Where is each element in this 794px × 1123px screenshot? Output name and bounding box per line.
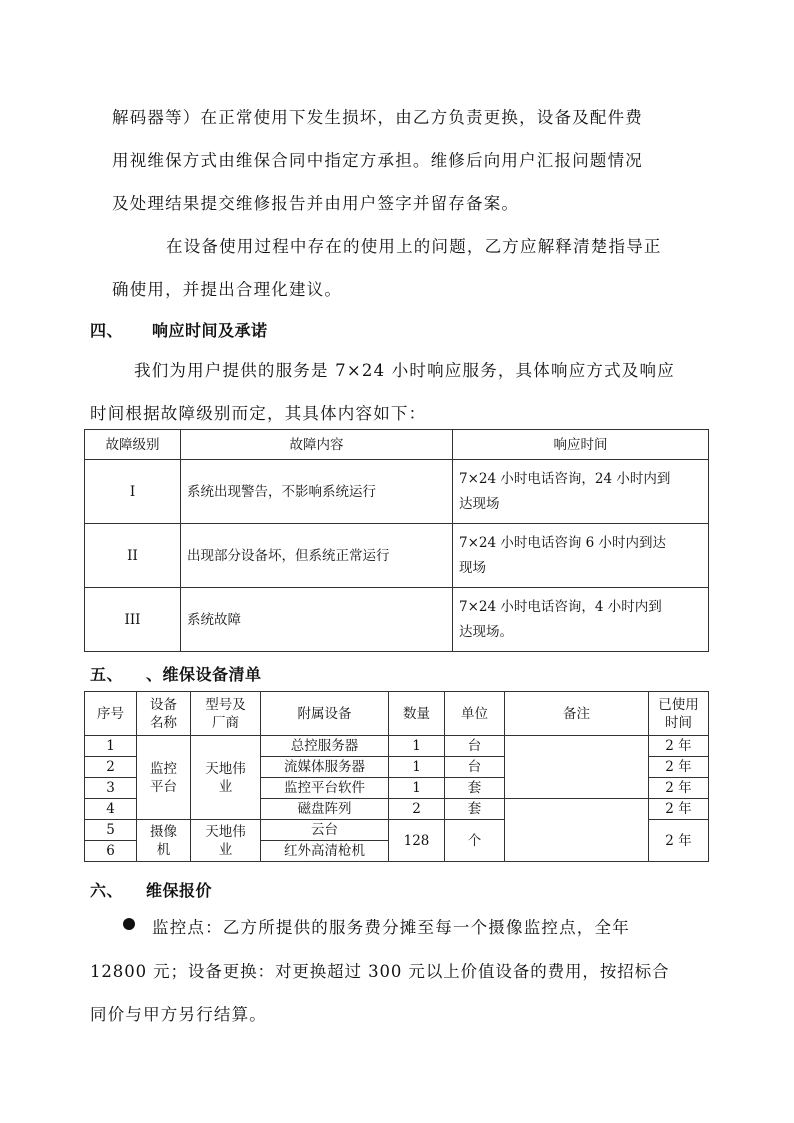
paragraph-line: 监控点：乙方所提供的服务费分摊至每一个摄像监控点，全年 — [152, 918, 630, 937]
cell-line: 机 — [156, 841, 171, 858]
paragraph-line: 12800 元；设备更换：对更换超过 300 元以上价值设备的费用，按招标合 — [90, 962, 670, 981]
header-cell: 故障内容 — [181, 430, 453, 460]
fault-content: 系统故障 — [181, 588, 453, 652]
response-time — [453, 524, 709, 588]
header-cell: 备注 — [505, 692, 649, 736]
section-title: 响应时间及承诺 — [152, 321, 268, 340]
accessory-cell: 总控服务器 — [261, 736, 389, 757]
header-cell: 序号 — [85, 692, 137, 736]
accessory-cell: 流媒体服务器 — [261, 757, 389, 778]
table-row — [85, 588, 709, 652]
table-row — [85, 460, 709, 524]
model-cell — [191, 820, 261, 862]
accessory-cell: 云台 — [261, 820, 389, 841]
section-title: 、维保设备清单 — [146, 665, 262, 684]
device-cell — [137, 820, 191, 862]
section-number: 六、 — [90, 881, 124, 900]
paragraph-line: 及处理结果提交维修报告并由用户签字并留存备案。 — [112, 194, 520, 213]
header-line: 时间 — [665, 714, 692, 731]
response-line: 7×24 小时电话咨询 6 小时内到达 — [459, 534, 667, 551]
unit-cell: 个 — [445, 820, 505, 862]
seq-cell: 2 — [85, 757, 137, 778]
seq-cell: 6 — [85, 841, 137, 862]
table-header-row — [85, 430, 709, 460]
header-cell: 单位 — [445, 692, 505, 736]
used-cell: 2 年 — [649, 820, 709, 862]
paragraph-line: 解码器等）在正常使用下发生损坏，由乙方负责更换，设备及配件费 — [112, 108, 643, 127]
header-line: 厂商 — [212, 714, 239, 731]
response-time — [453, 460, 709, 524]
header-line: 设备 — [150, 696, 177, 713]
seq-cell: 3 — [85, 778, 137, 799]
device-cell — [137, 736, 191, 820]
table-header-row — [85, 692, 709, 736]
unit-cell: 台 — [445, 757, 505, 778]
response-time — [453, 588, 709, 652]
fault-level: I — [85, 460, 181, 524]
cell-line: 平台 — [150, 778, 177, 795]
header-line: 已使用 — [658, 696, 699, 713]
seq-cell: 4 — [85, 799, 137, 820]
header-cell: 响应时间 — [453, 430, 709, 460]
response-line: 7×24 小时电话咨询，4 小时内到 — [459, 598, 662, 615]
cell-line: 监控 — [150, 760, 177, 777]
unit-cell: 套 — [445, 778, 505, 799]
accessory-cell: 红外高清枪机 — [261, 841, 389, 862]
accessory-cell: 磁盘阵列 — [261, 799, 389, 820]
fault-level: III — [85, 588, 181, 652]
header-cell — [649, 692, 709, 736]
used-cell: 2 年 — [649, 799, 709, 820]
paragraph-line: 同价与甲方另行结算。 — [90, 1005, 267, 1024]
fault-content: 出现部分设备坏，但系统正常运行 — [181, 524, 453, 588]
equipment-table — [84, 691, 709, 862]
header-cell: 数量 — [389, 692, 445, 736]
used-cell: 2 年 — [649, 736, 709, 757]
seq-cell: 1 — [85, 736, 137, 757]
used-cell: 2 年 — [649, 757, 709, 778]
response-line: 7×24 小时电话咨询，24 小时内到 — [459, 470, 671, 487]
paragraph-line: 确使用，并提出合理化建议。 — [112, 280, 343, 299]
header-cell — [137, 692, 191, 736]
table-row — [85, 736, 709, 757]
paragraph-line: 我们为用户提供的服务是 7×24 小时响应服务，具体响应方式及响应 — [134, 361, 675, 380]
qty-cell: 2 — [389, 799, 445, 820]
cell-line: 天地伟 — [205, 760, 246, 777]
paragraph-line: 在设备使用过程中存在的使用上的问题，乙方应解释清楚指导正 — [166, 237, 662, 256]
section-number: 五、 — [90, 665, 124, 684]
header-cell: 附属设备 — [261, 692, 389, 736]
qty-cell: 128 — [389, 820, 445, 862]
qty-cell: 1 — [389, 736, 445, 757]
table-row — [85, 524, 709, 588]
cell-line: 摄像 — [150, 823, 177, 840]
section-number: 四、 — [90, 321, 124, 340]
unit-cell: 套 — [445, 799, 505, 820]
response-line: 达现场。 — [459, 623, 513, 640]
response-line: 现场 — [459, 559, 486, 576]
used-cell: 2 年 — [649, 778, 709, 799]
seq-cell: 5 — [85, 820, 137, 841]
unit-cell: 台 — [445, 736, 505, 757]
remark-cell — [505, 736, 649, 799]
header-cell — [191, 692, 261, 736]
paragraph-line: 时间根据故障级别而定，其具体内容如下： — [90, 404, 427, 423]
bullet-icon — [123, 918, 135, 930]
qty-cell: 1 — [389, 757, 445, 778]
remark-cell — [505, 799, 649, 862]
fault-level: II — [85, 524, 181, 588]
response-line: 达现场 — [459, 495, 500, 512]
model-cell — [191, 736, 261, 820]
header-line: 型号及 — [205, 696, 246, 713]
cell-line: 业 — [218, 778, 233, 795]
paragraph-line: 用视维保方式由维保合同中指定方承担。维修后向用户汇报问题情况 — [112, 151, 643, 170]
section-title: 维保报价 — [146, 881, 213, 900]
qty-cell: 1 — [389, 778, 445, 799]
cell-line: 天地伟 — [205, 823, 246, 840]
accessory-cell: 监控平台软件 — [261, 778, 389, 799]
cell-line: 业 — [218, 841, 233, 858]
header-line: 名称 — [150, 714, 177, 731]
fault-response-table — [84, 429, 709, 652]
header-cell: 故障级别 — [85, 430, 181, 460]
fault-content: 系统出现警告，不影响系统运行 — [181, 460, 453, 524]
